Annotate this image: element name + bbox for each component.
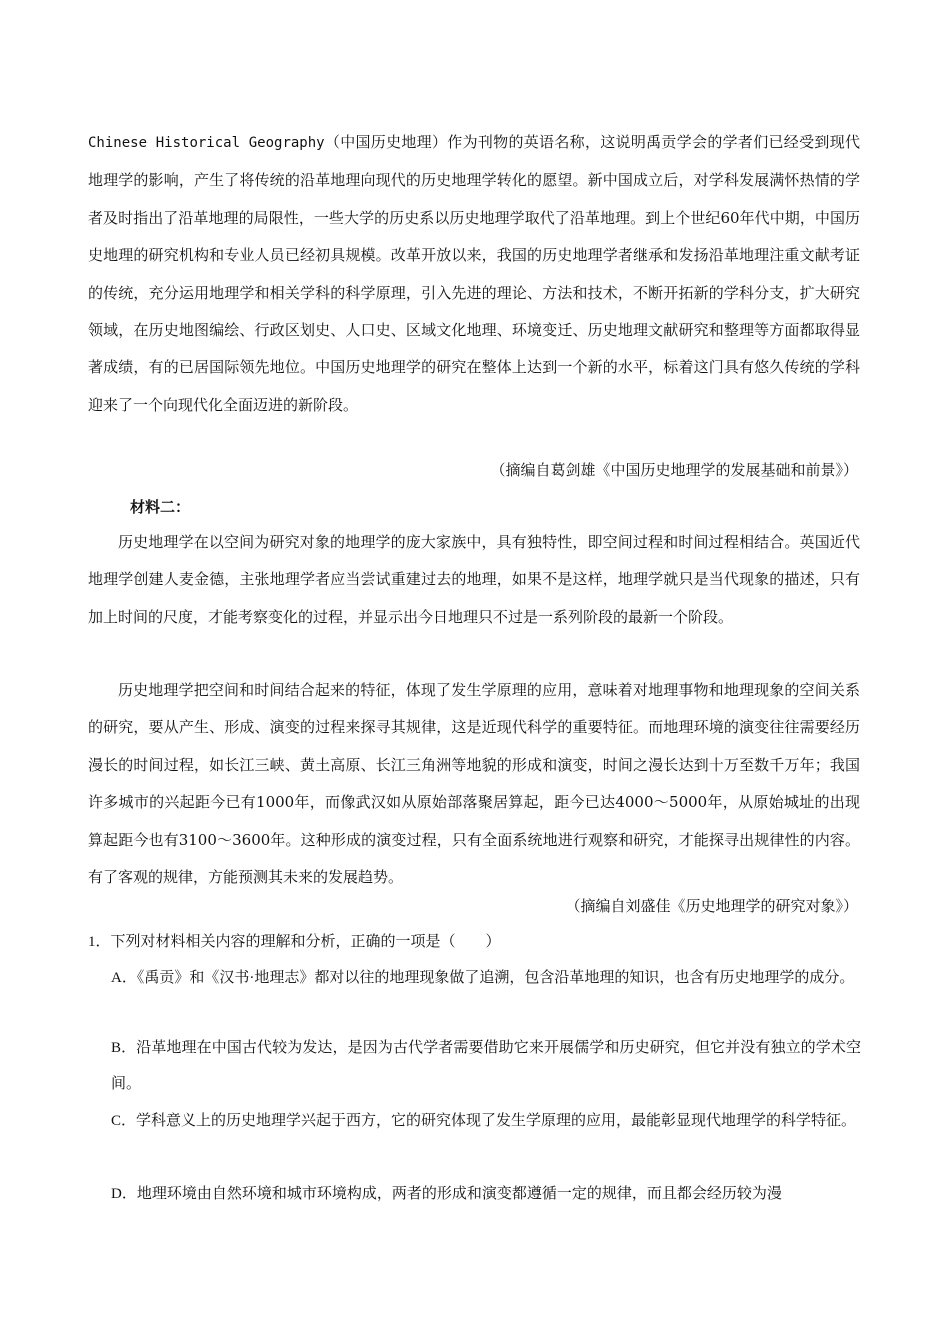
question-1-option-a bbox=[111, 960, 861, 996]
question-1-option-c bbox=[111, 1103, 861, 1139]
question-1-option-d bbox=[111, 1176, 861, 1212]
english-journal-name: Chinese Historical Geography bbox=[88, 135, 325, 151]
option-text: 《禹贡》和《汉书·地理志》都对以往的地理现象做了追溯，包含沿革地理的知识，也含有历史地理学的成分。 bbox=[136, 970, 855, 986]
option-text: 学科意义上的历史地理学兴起于西方，它的研究体现了发生学原理的应用，最能彰显现代地理学的科学特征。 bbox=[136, 1113, 857, 1129]
option-text: 地理环境由自然环境和城市环境构成，两者的形成和演变都遵循一定的规律，而且都会经历较为漫 bbox=[136, 1186, 782, 1202]
material-one-source: （摘编自葛剑雄《中国历史地理学的发展基础和前景》） bbox=[490, 461, 858, 479]
material-two-heading: 材料二： bbox=[130, 498, 191, 516]
option-label: B． bbox=[111, 1040, 137, 1056]
option-label: A． bbox=[111, 970, 137, 986]
material-two-paragraph-1: 历史地理学在以空间为研究对象的地理学的庞大家族中，具有独特性，即空间过程和时间过程相结合。英国近代地理学创建人麦金德，主张地理学者应当尝试重建过去的地理，如果不是这样，地理学就只是当代现象的描述，只有加上时间的尺度，才能考察变化的过程，并显示出今日地理只不过是一系列阶段的最新一个阶段。 bbox=[88, 533, 860, 626]
question-1-stem: 1．下列对材料相关内容的理解和分析，正确的一项是（ ） bbox=[88, 934, 501, 950]
material-two-paragraph-2: 历史地理学把空间和时间结合起来的特征，体现了发生学原理的应用，意味着对地理事物和地理现象的空间关系的研究，要从产生、形成、演变的过程来探寻其规律，这是近现代科学的重要特征。而地理环境的演变往往需要经历漫长的时间过程，如长江三峡、黄土高原、长江三角洲等地貌的形成和演变，时间之漫长达到十万至数千万年；我国许多城市的兴起距今已有1000年，而像武汉如从原始部落聚居算起，距今已达4000～5000年，从原始城址的出现算起距今也有3100～3600年。这种形成的演变过程，只有全面系统地进行观察和研究，才能探寻出规律性的内容。有了客观的规律，方能预测其未来的发展趋势。 bbox=[88, 681, 860, 887]
option-text: 沿革地理在中国古代较为发达，是因为古代学者需要借助它来开展儒学和历史研究，但它并没有独立的学术空间。 bbox=[111, 1040, 861, 1092]
material-one-text: （中国历史地理）作为刊物的英语名称，这说明禹贡学会的学者们已经受到现代地理学的影响，产生了将传统的沿革地理向现代的历史地理学转化的愿望。新中国成立后，对学科发展满怀热情的学者及时指出了沿革地理的局限性，一些大学的历史系以历史地理学取代了沿革地理。到上个世纪60年代中期，中国历史地理的研究机构和专业人员已经初具规模。改革开放以来，我国的历史地理学者继承和发扬沿革地理注重文献考证的传统，充分运用地理学和相关学科的科学原理，引入先进的理论、方法和技术，不断开拓新的学科分支，扩大研究领域，在历史地图编绘、行政区划史、人口史、区域文化地理、环境变迁、历史地理文献研究和整理等方面都取得显著成绩，有的已居国际领先地位。中国历史地理学的研究在整体上达到一个新的水平，标着这门具有悠久传统的学科迎来了一个向现代化全面迈进的新阶段。 bbox=[88, 133, 860, 414]
material-one-paragraph bbox=[88, 124, 860, 424]
question-1-option-b bbox=[111, 1030, 861, 1102]
option-label: C． bbox=[111, 1113, 137, 1129]
material-two-source: （摘编自刘盛佳《历史地理学的研究对象》） bbox=[565, 897, 858, 915]
option-label: D． bbox=[111, 1186, 137, 1202]
